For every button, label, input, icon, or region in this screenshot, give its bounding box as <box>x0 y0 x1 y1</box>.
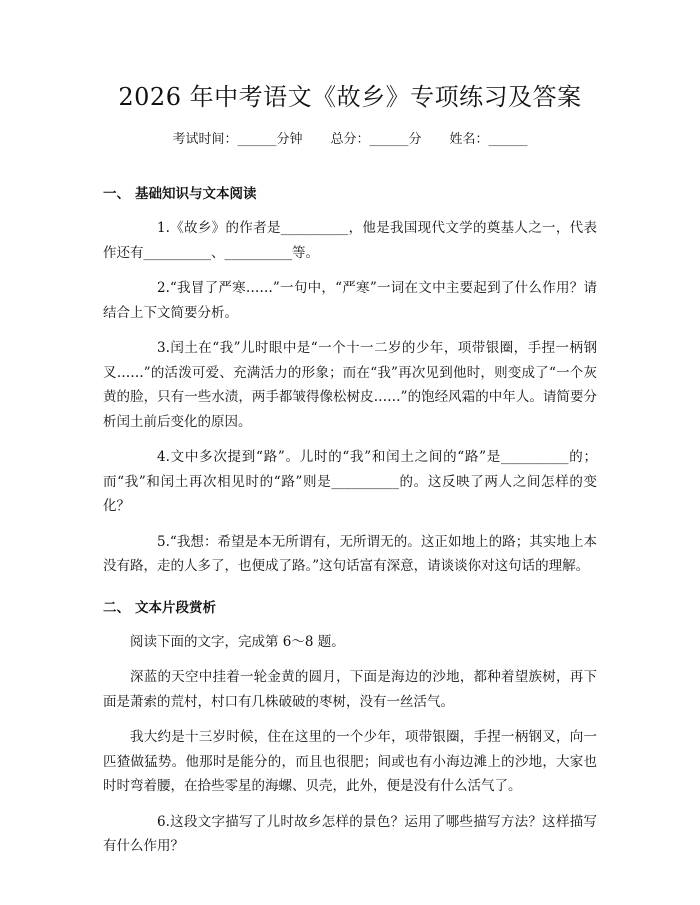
question-5-text: “我想：希望是本无所谓有，无所谓无的。这正如地上的路；其实地上本没有路，走的人多了，也便成了路。”这句话富有深意，请谈谈你对这句话的理解。 <box>103 533 597 574</box>
question-1 <box>103 216 597 265</box>
question-3-text: 闰土在“我”儿时眼中是“一个十一二岁的少年，项带银圈，手捏一柄钢叉……”的活泼可爱、充满活力的形象；而在“我”再次见到他时，则变成了“一个灰黄的脸，只有一些水渍，两手都皱得像松树皮……”的饱经风霜的中年人。请简要分析闰土前后变化的原因。 <box>103 340 597 430</box>
question-4 <box>103 445 597 519</box>
exam-time-field: 考试时间：______分钟 <box>172 132 303 147</box>
question-4-text: 文中多次提到“路”。儿时的“我”和闰土之间的“路”是__________的；而“我”和闰土再次相见时的“路”则是__________的。这反映了两人之间怎样的变化？ <box>103 449 597 514</box>
question-2 <box>103 276 597 325</box>
passage-paragraph-1: 深蓝的天空中挂着一轮金黄的圆月，下面是海边的沙地，都种着望族树，再下面是萧索的荒村，村口有几株破破的枣树，没有一丝活气。 <box>103 669 597 710</box>
question-1-text: 《故乡》的作者是__________，他是我国现代文学的奠基人之一，代表作还有__________、__________等。 <box>103 220 597 261</box>
section-2-number: 二、 <box>103 599 130 616</box>
question-6-text: 这段文字描写了儿时故乡怎样的景色？运用了哪些描写方法？这样描写有什么作用？ <box>103 813 597 854</box>
total-score-field: 总分：______分 <box>330 132 422 147</box>
section-1-title: 基础知识与文本阅读 <box>135 186 257 202</box>
question-3-number: 3. <box>157 340 170 356</box>
section-1-number: 一、 <box>103 186 130 202</box>
student-name-field: 姓名：______ <box>449 132 528 147</box>
question-5-number: 5. <box>157 533 170 550</box>
question-4-number: 4. <box>157 449 170 465</box>
question-2-number: 2. <box>157 280 170 296</box>
question-1-number: 1. <box>157 220 170 236</box>
exam-meta <box>103 130 597 150</box>
question-5 <box>103 530 597 579</box>
page-title: 2026 年中考语文《故乡》专项练习及答案 <box>118 83 582 111</box>
question-3 <box>103 336 597 434</box>
question-6-number: 6. <box>157 813 170 830</box>
reading-instruction: 阅读下面的文字，完成第 6～8 题。 <box>130 633 345 650</box>
passage-paragraph-2: 我大约是十三岁时候，住在这里的一个少年，项带银圈，手捏一柄钢叉，向一匹猹做猛势。他那时是能分的，而且也很肥；间或也有小海边滩上的沙地，大家也时时弯着腰，在拾些零星的海螺、贝壳，此外，便是没有什么活气了。 <box>103 729 597 794</box>
section-2-title: 文本片段赏析 <box>135 599 216 616</box>
section-1-heading <box>103 183 597 205</box>
question-2-text: “我冒了严寒……”一句中，“严寒”一词在文中主要起到了什么作用？请结合上下文简要分析。 <box>103 280 597 321</box>
section-2-heading <box>103 597 597 619</box>
question-6 <box>103 810 597 859</box>
